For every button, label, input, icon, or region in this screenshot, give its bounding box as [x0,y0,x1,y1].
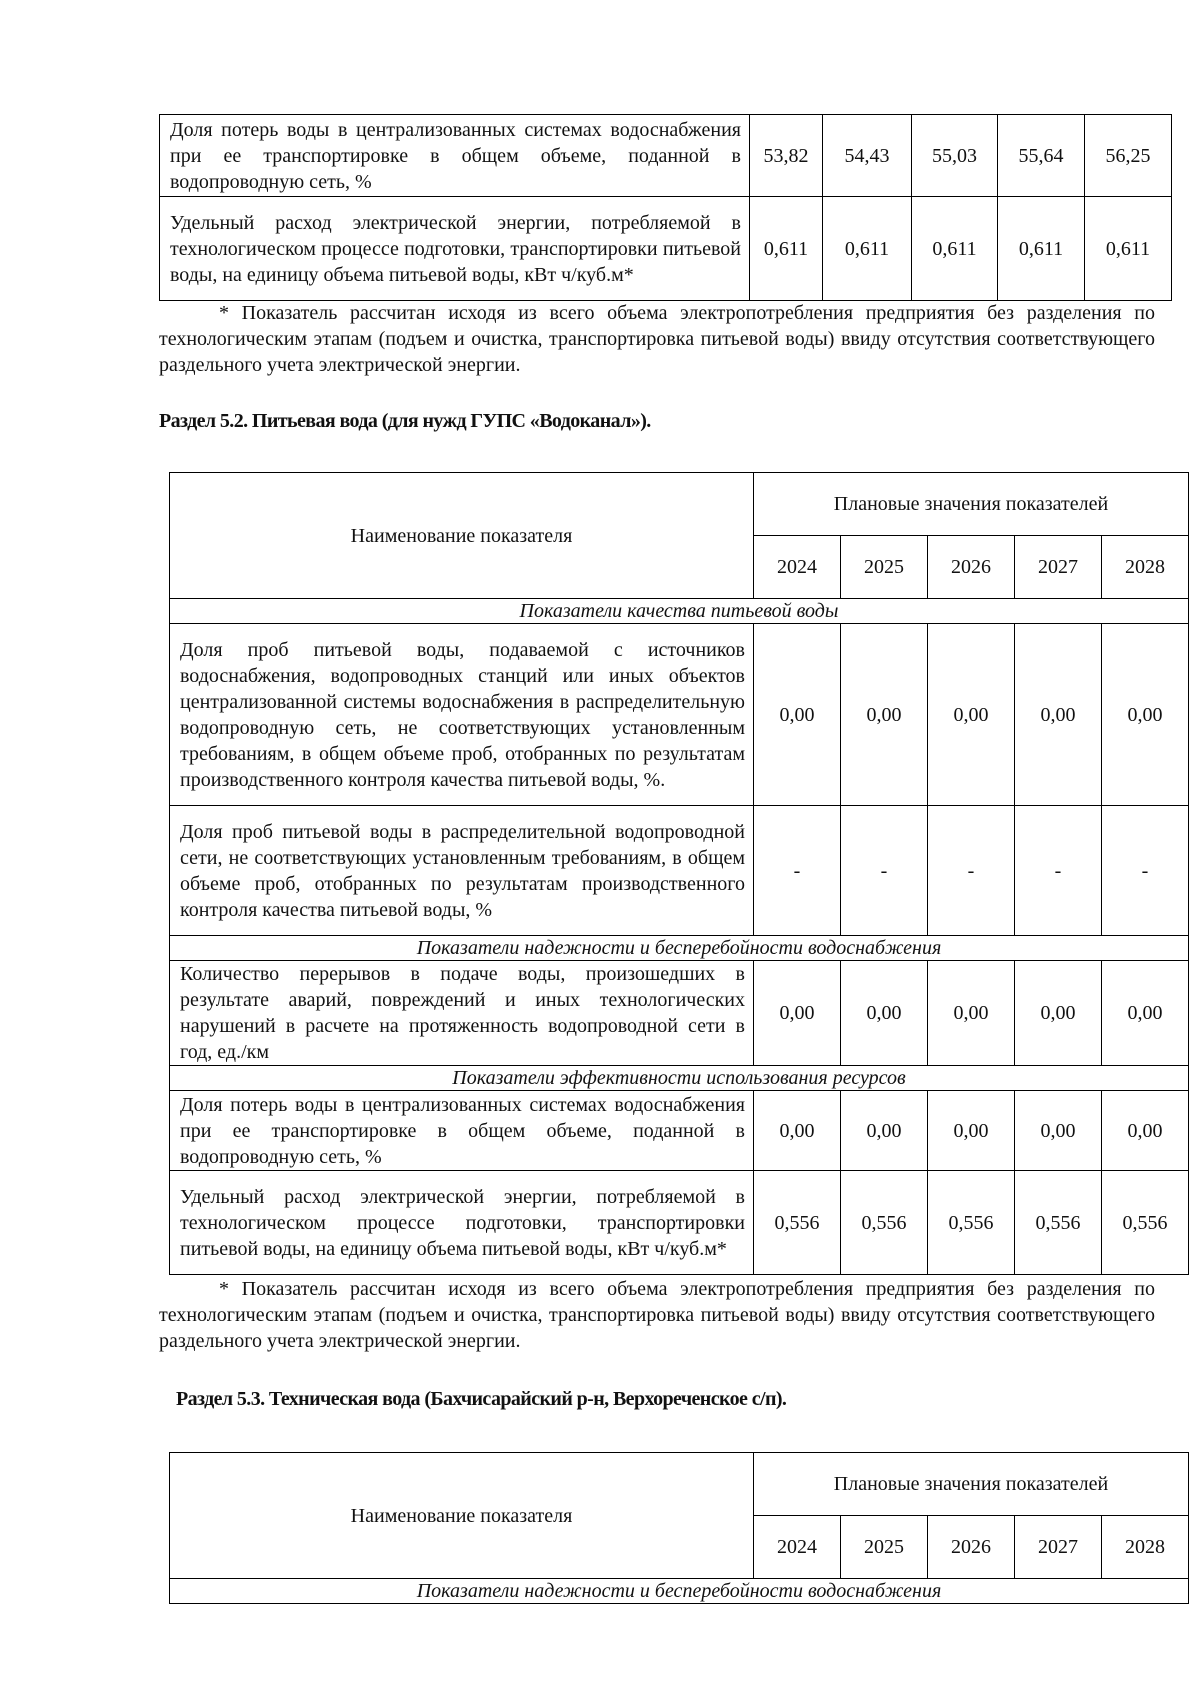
indicator-name: Удельный расход электрической энергии, потребляемой в технологическом процессе подготовки, транспортировки питьевой воды, на единицу объема питьевой воды, кВт ч/куб.м* [170,1171,754,1275]
group-title: Показатели надежности и бесперебойности водоснабжения [170,936,1189,961]
value-cell: 0,00 [841,961,928,1066]
value-cell: - [1102,806,1189,936]
section-5-2-table [169,472,1189,1275]
value-cell: 0,556 [841,1171,928,1275]
value-cell: 55,64 [998,115,1085,197]
group-row [170,936,1189,961]
value-cell: 0,556 [1015,1171,1102,1275]
year-header: 2024 [754,536,841,599]
year-header: 2028 [1102,1516,1189,1579]
value-cell: 0,00 [1102,961,1189,1066]
value-cell: 0,00 [928,961,1015,1066]
value-cell: - [754,806,841,936]
year-header: 2024 [754,1516,841,1579]
value-cell: 0,00 [1015,624,1102,806]
value-cell: - [841,806,928,936]
value-cell: 0,00 [1102,624,1189,806]
indicator-name: Удельный расход электрической энергии, потребляемой в технологическом процессе подготовки, транспортировки питьевой воды, на единицу объема питьевой воды, кВт ч/куб.м* [160,197,750,301]
column-header-name: Наименование показателя [170,1453,754,1579]
value-cell: 0,611 [823,197,912,301]
indicators-table-continued [159,114,1172,301]
table-row [160,115,1172,197]
value-cell: 0,556 [754,1171,841,1275]
group-title: Показатели надежности и бесперебойности водоснабжения [170,1579,1189,1604]
table-header-row [170,1453,1189,1516]
table-row [170,624,1189,806]
indicator-name: Доля потерь воды в централизованных системах водоснабжения при ее транспортировке в общем объеме, поданной в водопроводную сеть, % [170,1091,754,1171]
table-row [170,1091,1189,1171]
value-cell: 0,556 [1102,1171,1189,1275]
year-header: 2028 [1102,536,1189,599]
column-header-plan: Плановые значения показателей [754,1453,1189,1516]
year-header: 2026 [928,1516,1015,1579]
value-cell: 0,00 [754,1091,841,1171]
group-row [170,599,1189,624]
footnote: * Показатель рассчитан исходя из всего объема электропотребления предприятия без разделения по технологическим этапам (подъем и очистка, транспортировка питьевой воды) ввиду отсутствия соответствующего раздельного учета электрической энергии. [159,302,1155,376]
group-row [170,1066,1189,1091]
value-cell: 0,00 [1015,1091,1102,1171]
table-row [160,197,1172,301]
value-cell: 0,00 [841,624,928,806]
value-cell: 54,43 [823,115,912,197]
group-title: Показатели качества питьевой воды [170,599,1189,624]
value-cell: 0,00 [928,1091,1015,1171]
year-header: 2027 [1015,1516,1102,1579]
value-cell: 0,00 [1015,961,1102,1066]
table-row [170,961,1189,1066]
indicator-name: Количество перерывов в подаче воды, произошедших в результате аварий, повреждений и иных технологических нарушений в расчете на протяженность водопроводной сети в год, ед./км [170,961,754,1066]
value-cell: 0,00 [928,624,1015,806]
indicator-name: Доля потерь воды в централизованных системах водоснабжения при ее транспортировке в общем объеме, поданной в водопроводную сеть, % [160,115,750,197]
footnote: * Показатель рассчитан исходя из всего объема электропотребления предприятия без разделения по технологическим этапам (подъем и очистка, транспортировка питьевой воды) ввиду отсутствия соответствующего раздельного учета электрической энергии. [159,1278,1155,1352]
value-cell: 0,00 [754,961,841,1066]
table-header-row [170,473,1189,536]
year-header: 2025 [841,536,928,599]
value-cell: 0,00 [841,1091,928,1171]
value-cell: 0,611 [998,197,1085,301]
table-row [170,1171,1189,1275]
table-row [170,806,1189,936]
section-5-3-table [169,1452,1189,1604]
year-header: 2026 [928,536,1015,599]
value-cell: 0,556 [928,1171,1015,1275]
group-title: Показатели эффективности использования ресурсов [170,1066,1189,1091]
indicator-name: Доля проб питьевой воды в распределительной водопроводной сети, не соответствующих установленным требованиям, в общем объеме проб, отобранных по результатам производственного контроля качества питьевой воды, % [170,806,754,936]
group-row [170,1579,1189,1604]
value-cell: 0,611 [1085,197,1172,301]
section-heading: Раздел 5.2. Питьевая вода (для нужд ГУПС «Водоканал»). [159,410,651,432]
indicator-name: Доля проб питьевой воды, подаваемой с источников водоснабжения, водопроводных станций или иных объектов централизованной системы водоснабжения в распределительную водопроводную сеть, не соответствующих установленным требованиям, в общем объеме проб, отобранных по результатам производственного контроля качества питьевой воды, %. [170,624,754,806]
value-cell: - [928,806,1015,936]
value-cell: 53,82 [750,115,823,197]
value-cell: 0,611 [912,197,998,301]
year-header: 2027 [1015,536,1102,599]
year-header: 2025 [841,1516,928,1579]
value-cell: 55,03 [912,115,998,197]
column-header-name: Наименование показателя [170,473,754,599]
value-cell: 56,25 [1085,115,1172,197]
value-cell: - [1015,806,1102,936]
value-cell: 0,00 [1102,1091,1189,1171]
value-cell: 0,611 [750,197,823,301]
column-header-plan: Плановые значения показателей [754,473,1189,536]
section-heading: Раздел 5.3. Техническая вода (Бахчисарайский р-н, Верхореченское с/п). [176,1388,787,1410]
value-cell: 0,00 [754,624,841,806]
